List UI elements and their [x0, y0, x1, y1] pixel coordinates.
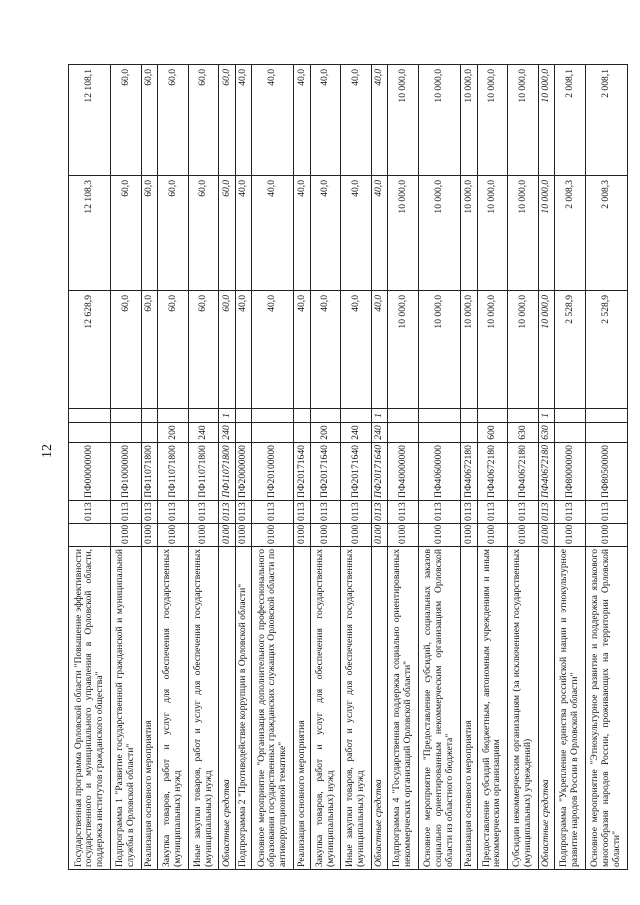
- budget-table-rotated: [68, 65, 628, 870]
- expense-type-code: 630: [508, 423, 539, 443]
- amount-year-3: 60,0: [188, 65, 219, 176]
- row-name: Основное мероприятие "Предоставление субсидий, социальных заказов социально ориентированным некоммерческим организациям Орловской области из областного бюджета": [418, 547, 460, 870]
- ministry-code: 0100: [188, 524, 219, 547]
- row-name: Основное мероприятие "Этнокультурное развитие и поддержка языкового многообразия народов России, проживающих на территории Орловской области": [585, 547, 627, 870]
- row-name: Реализация основного мероприятия: [461, 547, 477, 870]
- budget-table: [68, 64, 628, 870]
- section-code: 0113: [388, 501, 419, 524]
- amount-year-2: 12 108,3: [69, 176, 111, 291]
- expense-type-code: [461, 423, 477, 443]
- ministry-code: 0100: [111, 524, 142, 547]
- amount-year-3: 10 000,0: [508, 65, 539, 176]
- ministry-code: 0100: [158, 524, 189, 547]
- table-row: [388, 65, 419, 870]
- amount-year-2: 10 000,0: [538, 176, 554, 291]
- funding-source-code: 1: [371, 409, 387, 423]
- table-row: [294, 65, 310, 870]
- ministry-code: 0100: [585, 524, 627, 547]
- ministry-code: 0100: [555, 524, 586, 547]
- amount-year-3: 60,0: [111, 65, 142, 176]
- amount-year-2: 60,0: [111, 176, 142, 291]
- section-code: 0113: [188, 501, 219, 524]
- target-article-code: ПФ20171640: [294, 443, 310, 501]
- section-code: 0113: [158, 501, 189, 524]
- funding-source-code: [111, 409, 142, 423]
- target-article-code: ПФ20171640: [341, 443, 372, 501]
- funding-source-code: [555, 409, 586, 423]
- target-article-code: ПФ11071800: [141, 443, 157, 501]
- amount-year-1: 10 000,0: [418, 291, 460, 409]
- amount-year-3: 10 000,0: [538, 65, 554, 176]
- ministry-code: 0100: [477, 524, 508, 547]
- ministry-code: 0100: [418, 524, 460, 547]
- amount-year-3: 40,0: [341, 65, 372, 176]
- row-name: Подпрограмма 4 "Государственная поддержка социально ориентированных некоммерческих организаций Орловской области": [388, 547, 419, 870]
- table-row: [69, 65, 111, 870]
- amount-year-1: 10 000,0: [508, 291, 539, 409]
- budget-table-body: [69, 65, 628, 870]
- row-name: Подпрограмма "Укрепление единства российской нации и этнокультурное развитие народов России в Орловской области": [555, 547, 586, 870]
- table-row: [341, 65, 372, 870]
- ministry-code: 0100: [508, 524, 539, 547]
- funding-source-code: [388, 409, 419, 423]
- expense-type-code: [294, 423, 310, 443]
- section-code: 0113: [219, 501, 235, 524]
- table-row: [585, 65, 627, 870]
- amount-year-2: 60,0: [158, 176, 189, 291]
- funding-source-code: [477, 409, 508, 423]
- amount-year-2: 60,0: [141, 176, 157, 291]
- ministry-code: 0100: [235, 524, 251, 547]
- amount-year-1: 60,0: [188, 291, 219, 409]
- amount-year-3: 60,0: [219, 65, 235, 176]
- funding-source-code: [418, 409, 460, 423]
- amount-year-2: 60,0: [188, 176, 219, 291]
- table-row: [538, 65, 554, 870]
- table-row: [219, 65, 235, 870]
- ministry-code: 0100: [310, 524, 341, 547]
- amount-year-3: 2 008,1: [555, 65, 586, 176]
- section-code: 0113: [235, 501, 251, 524]
- row-name: Государственная программа Орловской области "Повышение эффективности государственного и муниципального управления в Орловской области, поддержка институтов гражданского общества": [69, 547, 111, 870]
- row-name: Областные средства: [219, 547, 235, 870]
- amount-year-1: 10 000,0: [388, 291, 419, 409]
- expense-type-code: 630: [538, 423, 554, 443]
- amount-year-2: 10 000,0: [418, 176, 460, 291]
- funding-source-code: [235, 409, 251, 423]
- section-code: 0113: [461, 501, 477, 524]
- target-article-code: ПФ11071800: [188, 443, 219, 501]
- row-name: Иные закупки товаров, работ и услуг для обеспечения государственных (муниципальных) нужд: [341, 547, 372, 870]
- target-article-code: ПФ11071800: [219, 443, 235, 501]
- expense-type-code: [418, 423, 460, 443]
- expense-type-code: [585, 423, 627, 443]
- amount-year-3: 40,0: [310, 65, 341, 176]
- target-article-code: ПФ00000000: [69, 443, 111, 501]
- amount-year-2: 2 008,3: [555, 176, 586, 291]
- expense-type-code: [388, 423, 419, 443]
- section-code: 0113: [508, 501, 539, 524]
- amount-year-1: 60,0: [141, 291, 157, 409]
- funding-source-code: [461, 409, 477, 423]
- amount-year-2: 40,0: [371, 176, 387, 291]
- ministry-code: 0100: [461, 524, 477, 547]
- row-name: Подпрограмма 1 "Развитие государственной гражданской и муниципальной службы в Орловской области": [111, 547, 142, 870]
- row-name: Закупка товаров, работ и услуг для обеспечения государственных (муниципальных) нужд: [310, 547, 341, 870]
- row-name: Иные закупки товаров, работ и услуг для обеспечения государственных (муниципальных) нужд: [188, 547, 219, 870]
- target-article-code: ПФ20000000: [235, 443, 251, 501]
- amount-year-1: 60,0: [111, 291, 142, 409]
- expense-type-code: 240: [219, 423, 235, 443]
- amount-year-1: 40,0: [252, 291, 294, 409]
- funding-source-code: [294, 409, 310, 423]
- amount-year-3: 60,0: [141, 65, 157, 176]
- amount-year-2: 40,0: [235, 176, 251, 291]
- amount-year-3: 40,0: [252, 65, 294, 176]
- funding-source-code: 1: [538, 409, 554, 423]
- funding-source-code: [188, 409, 219, 423]
- section-code: 0113: [69, 501, 111, 524]
- amount-year-3: 60,0: [158, 65, 189, 176]
- amount-year-2: 40,0: [341, 176, 372, 291]
- target-article-code: ПФ40672180: [461, 443, 477, 501]
- expense-type-code: 200: [158, 423, 189, 443]
- row-name: Областные средства: [538, 547, 554, 870]
- row-name: Областные средства: [371, 547, 387, 870]
- expense-type-code: [111, 423, 142, 443]
- target-article-code: ПФ40672180: [477, 443, 508, 501]
- amount-year-1: 2 528,9: [585, 291, 627, 409]
- funding-source-code: [158, 409, 189, 423]
- ministry-code: 0100: [538, 524, 554, 547]
- funding-source-code: [508, 409, 539, 423]
- section-code: 0113: [538, 501, 554, 524]
- ministry-code: 0100: [294, 524, 310, 547]
- ministry-code: 0100: [388, 524, 419, 547]
- section-code: 0113: [141, 501, 157, 524]
- table-row: [418, 65, 460, 870]
- row-name: Основное мероприятие "Организация дополнительного профессионального образования государственных гражданских служащих Орловской области по антикоррупционной тематике": [252, 547, 294, 870]
- amount-year-2: 10 000,0: [388, 176, 419, 291]
- row-name: Субсидии некоммерческим организациям (за исключением государственных (муниципальных) учреждений): [508, 547, 539, 870]
- funding-source-code: [252, 409, 294, 423]
- amount-year-3: 10 000,0: [388, 65, 419, 176]
- expense-type-code: [141, 423, 157, 443]
- table-row: [188, 65, 219, 870]
- target-article-code: ПФ10000000: [111, 443, 142, 501]
- table-row: [371, 65, 387, 870]
- expense-type-code: [69, 423, 111, 443]
- funding-source-code: [341, 409, 372, 423]
- table-row: [141, 65, 157, 870]
- target-article-code: ПФ80500000: [585, 443, 627, 501]
- target-article-code: ПФ40672180: [508, 443, 539, 501]
- amount-year-1: 40,0: [310, 291, 341, 409]
- row-name: Реализация основного мероприятия: [294, 547, 310, 870]
- amount-year-1: 60,0: [219, 291, 235, 409]
- section-code: 0113: [294, 501, 310, 524]
- table-row: [508, 65, 539, 870]
- expense-type-code: 600: [477, 423, 508, 443]
- amount-year-2: 10 000,0: [461, 176, 477, 291]
- row-name: Предоставление субсидий бюджетным, автономным учреждениям и иным некоммерческим организациям: [477, 547, 508, 870]
- amount-year-3: 2 008,1: [585, 65, 627, 176]
- amount-year-2: 10 000,0: [477, 176, 508, 291]
- table-row: [477, 65, 508, 870]
- ministry-code: 0100: [341, 524, 372, 547]
- ministry-code: 0100: [252, 524, 294, 547]
- target-article-code: ПФ11071800: [158, 443, 189, 501]
- section-code: 0113: [555, 501, 586, 524]
- expense-type-code: [252, 423, 294, 443]
- expense-type-code: [235, 423, 251, 443]
- amount-year-2: 40,0: [310, 176, 341, 291]
- section-code: 0113: [310, 501, 341, 524]
- page-number: 12: [40, 444, 55, 458]
- amount-year-1: 12 628,9: [69, 291, 111, 409]
- expense-type-code: 240: [341, 423, 372, 443]
- amount-year-3: 10 000,0: [461, 65, 477, 176]
- funding-source-code: [585, 409, 627, 423]
- amount-year-2: 10 000,0: [508, 176, 539, 291]
- expense-type-code: 240: [188, 423, 219, 443]
- amount-year-3: 12 108,1: [69, 65, 111, 176]
- amount-year-1: 10 000,0: [538, 291, 554, 409]
- expense-type-code: 240: [371, 423, 387, 443]
- section-code: 0113: [585, 501, 627, 524]
- ministry-code: 0100: [219, 524, 235, 547]
- amount-year-1: 40,0: [371, 291, 387, 409]
- section-code: 0113: [341, 501, 372, 524]
- amount-year-1: 10 000,0: [477, 291, 508, 409]
- row-name: Закупка товаров, работ и услуг для обеспечения государственных (муниципальных) нужд: [158, 547, 189, 870]
- target-article-code: ПФ20171640: [371, 443, 387, 501]
- amount-year-1: 40,0: [235, 291, 251, 409]
- expense-type-code: 200: [310, 423, 341, 443]
- table-row: [555, 65, 586, 870]
- ministry-code: 0100: [141, 524, 157, 547]
- amount-year-3: 10 000,0: [418, 65, 460, 176]
- table-row: [111, 65, 142, 870]
- table-row: [252, 65, 294, 870]
- table-row: [461, 65, 477, 870]
- funding-source-code: [141, 409, 157, 423]
- target-article-code: ПФ20171640: [310, 443, 341, 501]
- table-row: [158, 65, 189, 870]
- amount-year-2: 40,0: [294, 176, 310, 291]
- section-code: 0113: [252, 501, 294, 524]
- amount-year-2: 40,0: [252, 176, 294, 291]
- funding-source-code: [69, 409, 111, 423]
- row-name: Подпрограмма 2 "Противодействие коррупции в Орловской области": [235, 547, 251, 870]
- table-row: [310, 65, 341, 870]
- amount-year-1: 60,0: [158, 291, 189, 409]
- expense-type-code: [555, 423, 586, 443]
- section-code: 0113: [477, 501, 508, 524]
- target-article-code: ПФ40672180: [538, 443, 554, 501]
- amount-year-3: 40,0: [371, 65, 387, 176]
- ministry-code: 0100: [371, 524, 387, 547]
- row-name: Реализация основного мероприятия: [141, 547, 157, 870]
- section-code: 0113: [418, 501, 460, 524]
- amount-year-2: 2 008,3: [585, 176, 627, 291]
- amount-year-3: 40,0: [235, 65, 251, 176]
- target-article-code: ПФ40600000: [418, 443, 460, 501]
- amount-year-2: 60,0: [219, 176, 235, 291]
- section-code: 0113: [111, 501, 142, 524]
- amount-year-3: 40,0: [294, 65, 310, 176]
- amount-year-3: 10 000,0: [477, 65, 508, 176]
- amount-year-1: 2 528,9: [555, 291, 586, 409]
- target-article-code: ПФ80000000: [555, 443, 586, 501]
- target-article-code: ПФ20100000: [252, 443, 294, 501]
- ministry-code: [69, 524, 111, 547]
- amount-year-1: 40,0: [294, 291, 310, 409]
- funding-source-code: 1: [219, 409, 235, 423]
- section-code: 0113: [371, 501, 387, 524]
- funding-source-code: [310, 409, 341, 423]
- table-row: [235, 65, 251, 870]
- amount-year-1: 40,0: [341, 291, 372, 409]
- target-article-code: ПФ40000000: [388, 443, 419, 501]
- amount-year-1: 10 000,0: [461, 291, 477, 409]
